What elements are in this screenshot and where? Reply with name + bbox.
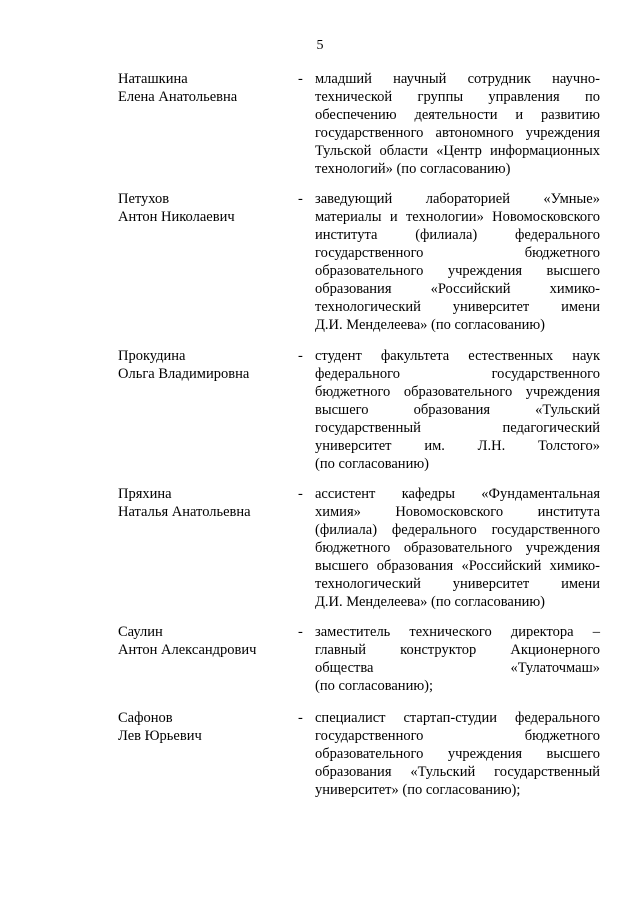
position-line: (по согласованию); [315, 678, 434, 694]
member-position [315, 623, 600, 695]
member-name [118, 709, 288, 745]
position-line: высшего образования «Тульский [315, 402, 600, 418]
position-line: материалы и технологии» Новомосковского [315, 209, 600, 225]
position-line: института (филиала) федерального [315, 227, 600, 243]
position-line: общества «Тулаточмаш» [315, 660, 600, 676]
member-given-name: Ольга Владимировна [118, 366, 250, 382]
position-line: химия» Новомосковского института [315, 504, 600, 520]
member-given-name: Антон Александрович [118, 642, 257, 658]
member-name [118, 70, 288, 106]
position-line: технической группы управления по [315, 89, 600, 105]
position-line: Д.И. Менделеева» (по согласованию) [315, 594, 546, 610]
member-name [118, 623, 288, 659]
position-line: бюджетного образовательного учреждения [315, 384, 600, 400]
member-name [118, 485, 288, 521]
position-line: университет им. Л.Н. Толстого» [315, 438, 600, 454]
position-line: образовательного учреждения высшего [315, 263, 600, 279]
position-line: университет» (по согласованию); [315, 782, 521, 798]
position-line: государственный педагогический [315, 420, 600, 436]
position-line: Тульской области «Центр информационных [315, 143, 600, 159]
member-surname: Саулин [118, 624, 163, 640]
entry-dash: - [298, 191, 303, 207]
position-line: образования «Российский химико- [315, 281, 600, 297]
page-number: 5 [316, 38, 324, 53]
member-given-name: Антон Николаевич [118, 209, 235, 225]
position-line: младший научный сотрудник научно- [315, 71, 600, 87]
position-line: образования «Тульский государственный [315, 764, 600, 780]
member-given-name: Елена Анатольевна [118, 89, 238, 105]
position-line: заведующий лабораторией «Умные» [315, 191, 600, 207]
position-line: федерального государственного [315, 366, 600, 382]
position-line: главный конструктор Акционерного [315, 642, 600, 658]
entry-dash: - [298, 624, 303, 640]
member-surname: Прокудина [118, 348, 186, 364]
position-line: технологический университет имени [315, 299, 600, 315]
position-line: студент факультета естественных наук [315, 348, 600, 364]
position-line: специалист стартап-студии федерального [315, 710, 600, 726]
entry-dash: - [298, 486, 303, 502]
position-line: обеспечению деятельности и развитию [315, 107, 600, 123]
entry-dash: - [298, 348, 303, 364]
position-line: (филиала) федерального государственного [315, 522, 600, 538]
member-surname: Петухов [118, 191, 170, 207]
position-line: заместитель технического директора – [315, 624, 600, 640]
position-line: Д.И. Менделеева» (по согласованию) [315, 317, 546, 333]
member-name [118, 190, 288, 226]
position-line: (по согласованию) [315, 456, 429, 472]
member-surname: Наташкина [118, 71, 188, 87]
position-line: технологий» (по согласованию) [315, 161, 511, 177]
member-name [118, 347, 288, 383]
member-position [315, 347, 600, 473]
member-given-name: Лев Юрьевич [118, 728, 202, 744]
position-line: государственного автономного учреждения [315, 125, 600, 141]
entry-dash: - [298, 710, 303, 726]
member-position [315, 485, 600, 611]
member-position [315, 709, 600, 799]
member-surname: Сафонов [118, 710, 173, 726]
position-line: государственного бюджетного [315, 728, 600, 744]
position-line: ассистент кафедры «Фундаментальная [315, 486, 600, 502]
member-position [315, 190, 600, 334]
position-line: технологический университет имени [315, 576, 600, 592]
position-line: бюджетного образовательного учреждения [315, 540, 600, 556]
member-given-name: Наталья Анатольевна [118, 504, 251, 520]
position-line: государственного бюджетного [315, 245, 600, 261]
position-line: высшего образования «Российский химико- [315, 558, 600, 574]
member-surname: Пряхина [118, 486, 172, 502]
member-position [315, 70, 600, 178]
entry-dash: - [298, 71, 303, 87]
position-line: образовательного учреждения высшего [315, 746, 600, 762]
